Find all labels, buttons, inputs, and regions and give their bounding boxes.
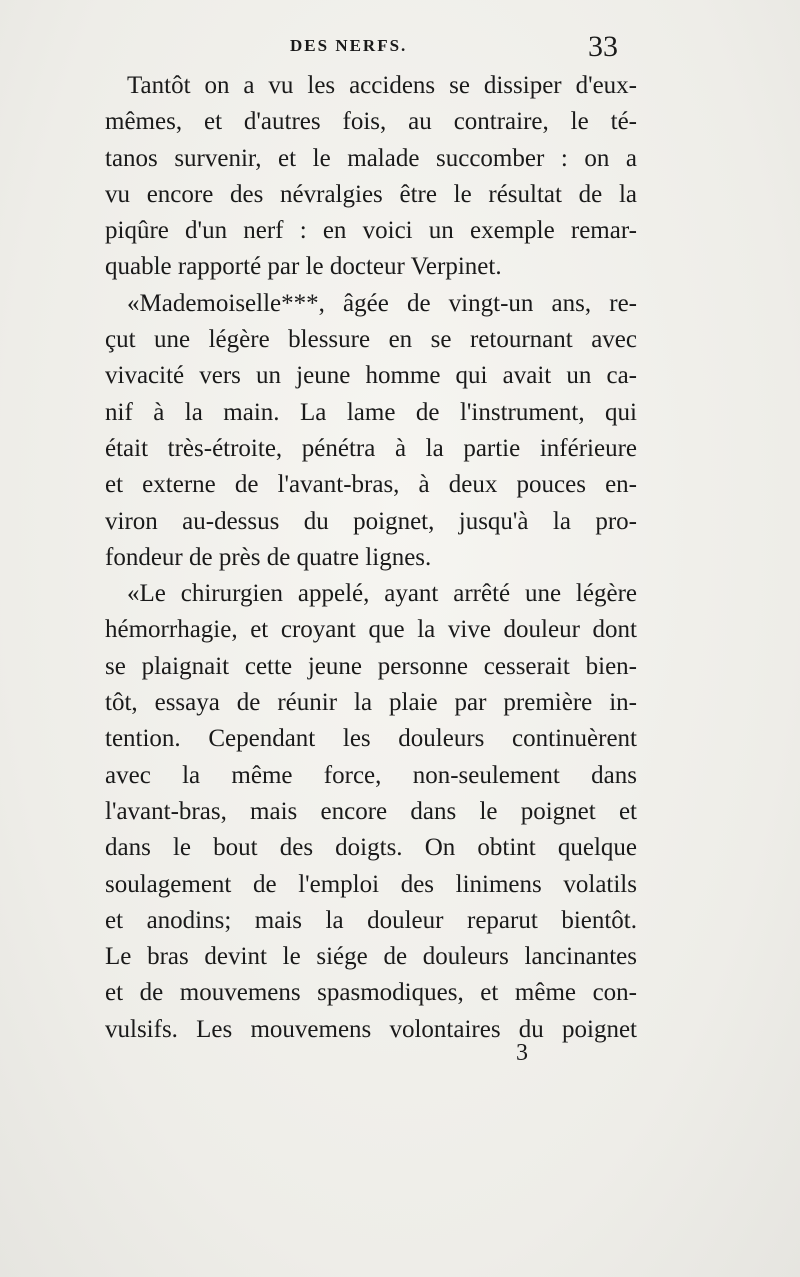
text-line: quable rapporté par le docteur Verpinet. [105, 253, 502, 281]
text-line: était très-étroite, pénétra à la partie inférieure [105, 434, 637, 462]
running-head: DES NERFS. [290, 36, 408, 55]
page-body [105, 68, 637, 1048]
text-line: çut une légère blessure en se retournant avec [105, 326, 637, 354]
text-line: «Le chirurgien appelé, ayant arrêté une légère [127, 580, 637, 608]
text-line: hémorrhagie, et croyant que la vive douleur dont [105, 616, 637, 644]
text-line: vu encore des névralgies être le résultat de la [105, 180, 637, 208]
text-line: tôt, essaya de réunir la plaie par première in- [105, 689, 637, 717]
text-line: mêmes, et d'autres fois, au contraire, le té- [105, 108, 637, 136]
page-header [0, 30, 800, 70]
text-line: soulagement de l'emploi des linimens volatils [105, 870, 637, 898]
text-line: piqûre d'un nerf : en voici un exemple remar- [105, 217, 637, 245]
text-line: fondeur de près de quatre lignes. [105, 543, 432, 571]
text-line: dans le bout des doigts. On obtint quelque [105, 834, 637, 862]
text-line: «Mademoiselle***, âgée de vingt-un ans, re- [127, 289, 637, 317]
text-line: Le bras devint le siége de douleurs lancinantes [105, 943, 637, 971]
text-line: vivacité vers un jeune homme qui avait un ca- [105, 362, 637, 390]
text-line: Tantôt on a vu les accidens se dissiper d'eux- [127, 72, 637, 99]
text-line: tention. Cependant les douleurs continuèrent [105, 725, 637, 753]
text-line: vulsifs. Les mouvemens volontaires du poignet [105, 1015, 637, 1043]
text-line: tanos survenir, et le malade succomber : on a [105, 144, 637, 172]
text-line: l'avant-bras, mais encore dans le poignet et [105, 797, 637, 825]
text-line: se plaignait cette jeune personne cesserait bien- [105, 652, 637, 680]
text-line: et anodins; mais la douleur reparut bientôt. [105, 906, 637, 934]
signature-mark: 3 [516, 1040, 528, 1066]
text-line: viron au-dessus du poignet, jusqu'à la pro- [105, 507, 637, 535]
text-line: nif à la main. La lame de l'instrument, qui [105, 398, 637, 426]
text-line: et externe de l'avant-bras, à deux pouces en- [105, 471, 637, 499]
page-number: 33 [588, 30, 618, 63]
text-line: avec la même force, non-seulement dans [105, 761, 637, 789]
text-line: et de mouvemens spasmodiques, et même con- [105, 979, 637, 1007]
